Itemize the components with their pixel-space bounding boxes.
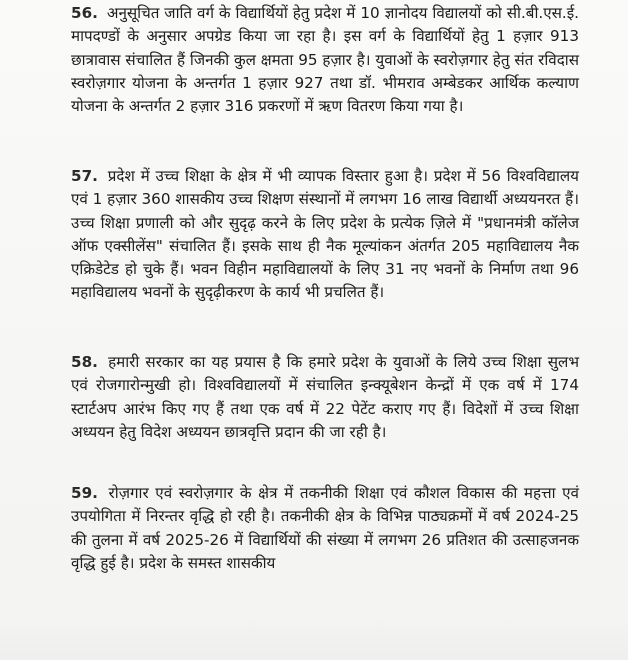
paragraph-59 — [71, 482, 579, 575]
paragraph-58 — [71, 351, 579, 444]
paragraph-text: रोज़गार एवं स्वरोज़गार के क्षेत्र में तकनीकी शिक्षा एवं कौशल विकास की महत्ता एवं उपयोगिता में निरन्तर वृद्धि हो रही है। तकनीकी क्षेत्र के विभिन्न पाठ्यक्रमों में वर्ष 2024-25 की तुलना में वर्ष 2025-26 में विद्यार्थियों की संख्या में लगभग 26 प्रतिशत की उत्साहजनक वृद्धि हुई है। प्रदेश के समस्त शासकीय — [71, 484, 579, 572]
paragraph-57 — [71, 165, 579, 305]
paragraph-text: प्रदेश में उच्च शिक्षा के क्षेत्र में भी व्यापक विस्तार हुआ है। प्रदेश में 56 विश्वविद्यालय एवं 1 हज़ार 360 शासकीय उच्च शिक्षण संस्थानों में लगभग 16 लाख विद्यार्थी अध्ययनरत हैं। उच्च शिक्षा प्रणाली को और सुदृढ़ करने के लिए प्रदेश के प्रत्येक ज़िले में "प्रधानमंत्री कॉलेज ऑफ एक्सीलेंस" संचालित हैं। इसके साथ ही नैक मूल्यांकन अंतर्गत 205 महाविद्यालय नैक एक्रिडेटेड हो चुके हैं। भवन विहीन महाविद्यालयों के लिए 31 नए भवनों के निर्माण तथा 96 महाविद्यालय भवनों के सुदृढ़ीकरण के कार्य भी प्रचलित हैं। — [71, 167, 579, 302]
paragraph-text: अनुसूचित जाति वर्ग के विद्यार्थियों हेतु प्रदेश में 10 ज्ञानोदय विद्यालयों को सी.बी.एस.ई. मापदण्डों के अनुसार अपग्रेड किया जा रहा है। इस वर्ग के विद्यार्थियों हेतु 1 हज़ार 913 छात्रावास संचालित हैं जिनकी कुल क्षमता 95 हज़ार है। युवाओं के स्वरोज़गार हेतु संत रविदास स्वरोज़गार योजना के अन्तर्गत 1 हज़ार 927 तथा डॉ. भीमराव अम्बेडकर आर्थिक कल्याण योजना के अन्तर्गत 2 हज़ार 316 प्रकरणों में ऋण वितरण किया गया है। — [71, 4, 579, 116]
paragraph-number: 56. — [71, 4, 98, 22]
paragraph-number: 59. — [71, 484, 98, 502]
paragraph-56 — [71, 2, 579, 118]
paragraph-number: 57. — [71, 167, 98, 185]
paragraph-number: 58. — [71, 353, 98, 371]
paragraph-text: हमारी सरकार का यह प्रयास है कि हमारे प्रदेश के युवाओं के लिये उच्च शिक्षा सुलभ एवं रोजगारोन्मुखी हो। विश्वविद्यालयों में संचालित इन्क्यूबेशन केन्द्रों में एक वर्ष में 174 स्टार्टअप आरंभ किए गए हैं तथा एक वर्ष में 22 पेटेंट कराए गए हैं। विदेशों में उच्च शिक्षा अध्ययन हेतु विदेश अध्ययन छात्रवृत्ति प्रदान की जा रही है। — [71, 353, 579, 441]
page-bottom-shade — [0, 620, 628, 660]
